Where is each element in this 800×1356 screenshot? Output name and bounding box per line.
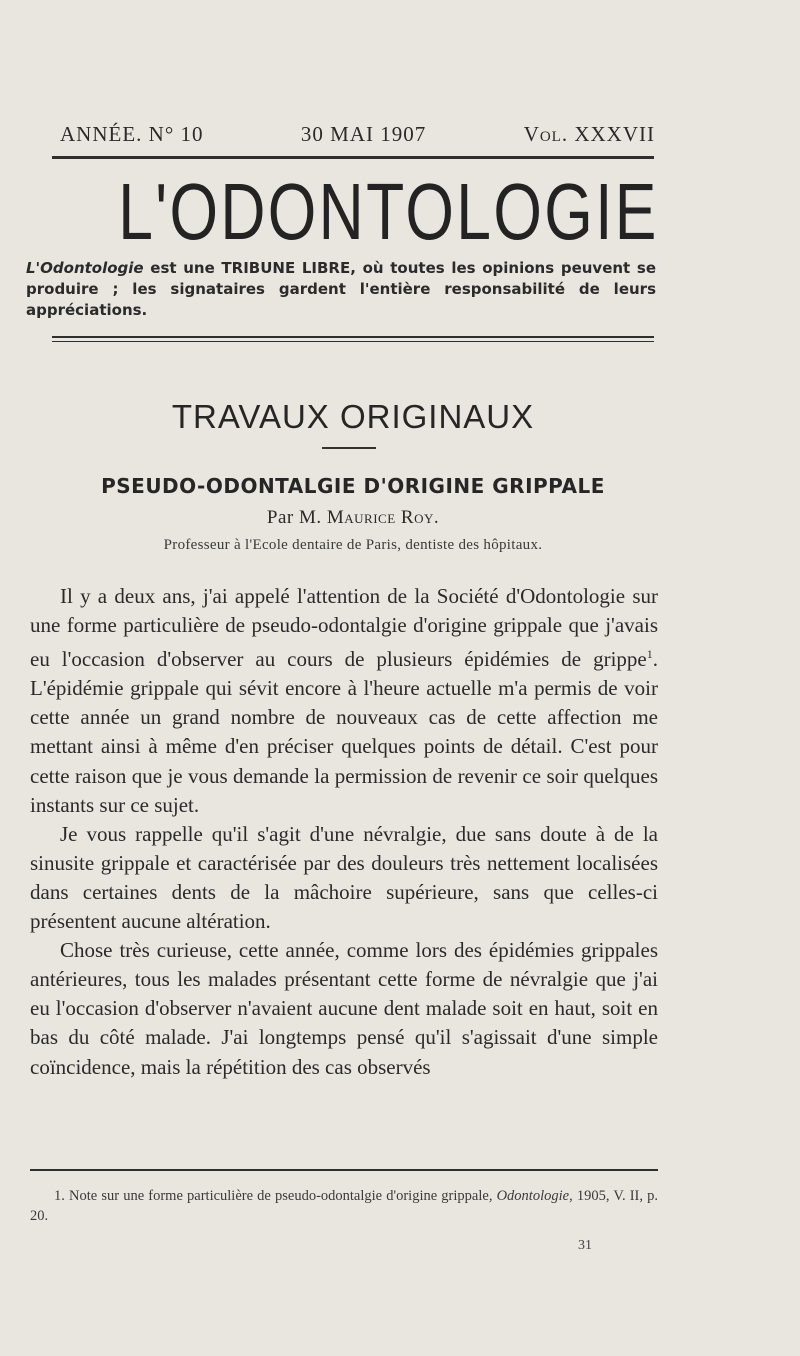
page-number: 31 xyxy=(578,1238,592,1253)
footnote-journal: Odontologie xyxy=(496,1188,570,1204)
paragraph-3: Chose très curieuse, cette année, comme lors des épidémies grippales antérieures, tous les malades présentant cette forme de névralgie que j'ai eu l'occasion d'observer n'avaient aucune dent malade soit en haut, soit en bas du côté malade. J'ai longtemps pensé qu'il s'agissait d'une simple coïncidence, mais la répétition des cas observés xyxy=(30,938,658,1079)
section-title-rule xyxy=(322,447,376,449)
footnote-rule xyxy=(30,1169,658,1171)
section-title: TRAVAUX ORIGINAUX xyxy=(171,398,535,435)
journal-masthead: L'ODONTOLOGIE xyxy=(118,167,659,256)
footnote-text-start: Note sur une forme particulière de pseudo-odontalgie d'origine grippale, xyxy=(69,1188,497,1204)
masthead-rule-top xyxy=(52,336,654,338)
paragraph-2: Je vous rappelle qu'il s'agit d'une névralgie, due sans doute à de la sinusite grippale et caractérisée par des douleurs très nettement localisées dans certaines dents de la mâchoire supérieure, sans que celles-ci présentent aucune altération. xyxy=(30,821,658,934)
paragraph-1-start: Il y a deux ans, j'ai appelé l'attention de la Société d'Odontologie sur une forme particulière de pseudo-odontalgie d'origine grippale que j'avais eu l'occasion d'observer au cours de plusieurs épidémies de grippe xyxy=(30,584,658,672)
footnote-number: 1. xyxy=(54,1188,70,1204)
volume-number: Vol. XXXVII xyxy=(523,122,655,146)
motto-text: est une TRIBUNE LIBRE, où toutes les opinions peuvent se produire ; les signataires gardent l'entière responsabilité de leurs appréciations. xyxy=(26,259,656,319)
footnote-reference: 1 xyxy=(646,647,653,662)
article-body xyxy=(30,582,658,1082)
issue-number: ANNÉE. N° 10 xyxy=(60,122,204,146)
running-head xyxy=(60,122,655,147)
author-name: Maurice Roy. xyxy=(326,507,440,528)
article-byline xyxy=(52,507,654,529)
author-affiliation: Professeur à l'Ecole dentaire de Paris, dentiste des hôpitaux. xyxy=(163,537,543,553)
footnote xyxy=(30,1186,658,1226)
motto-journal-name: L'Odontologie xyxy=(26,259,144,277)
issue-date: 30 MAI 1907 xyxy=(300,122,427,146)
footnote-text-end: , 1905, V. II, p. 20. xyxy=(30,1188,658,1224)
paragraph-1 xyxy=(30,582,658,820)
byline-prefix: Par M. xyxy=(266,507,327,528)
article-title: PSEUDO-ODONTALGIE D'ORIGINE GRIPPALE xyxy=(101,474,605,498)
journal-motto xyxy=(26,258,656,321)
paragraph-1-end: . L'épidémie grippale qui sévit encore à l'heure actuelle m'a permis de voir cette année un grand nombre de nouveaux cas de cette affection me mettant ainsi à même d'en préciser quelques points de détail. C'est pour cette raison que je vous demande la permission de revenir ce soir quelques instants sur ce sujet. xyxy=(30,647,658,817)
masthead-rule-bottom xyxy=(52,341,654,342)
header-rule xyxy=(52,156,654,159)
